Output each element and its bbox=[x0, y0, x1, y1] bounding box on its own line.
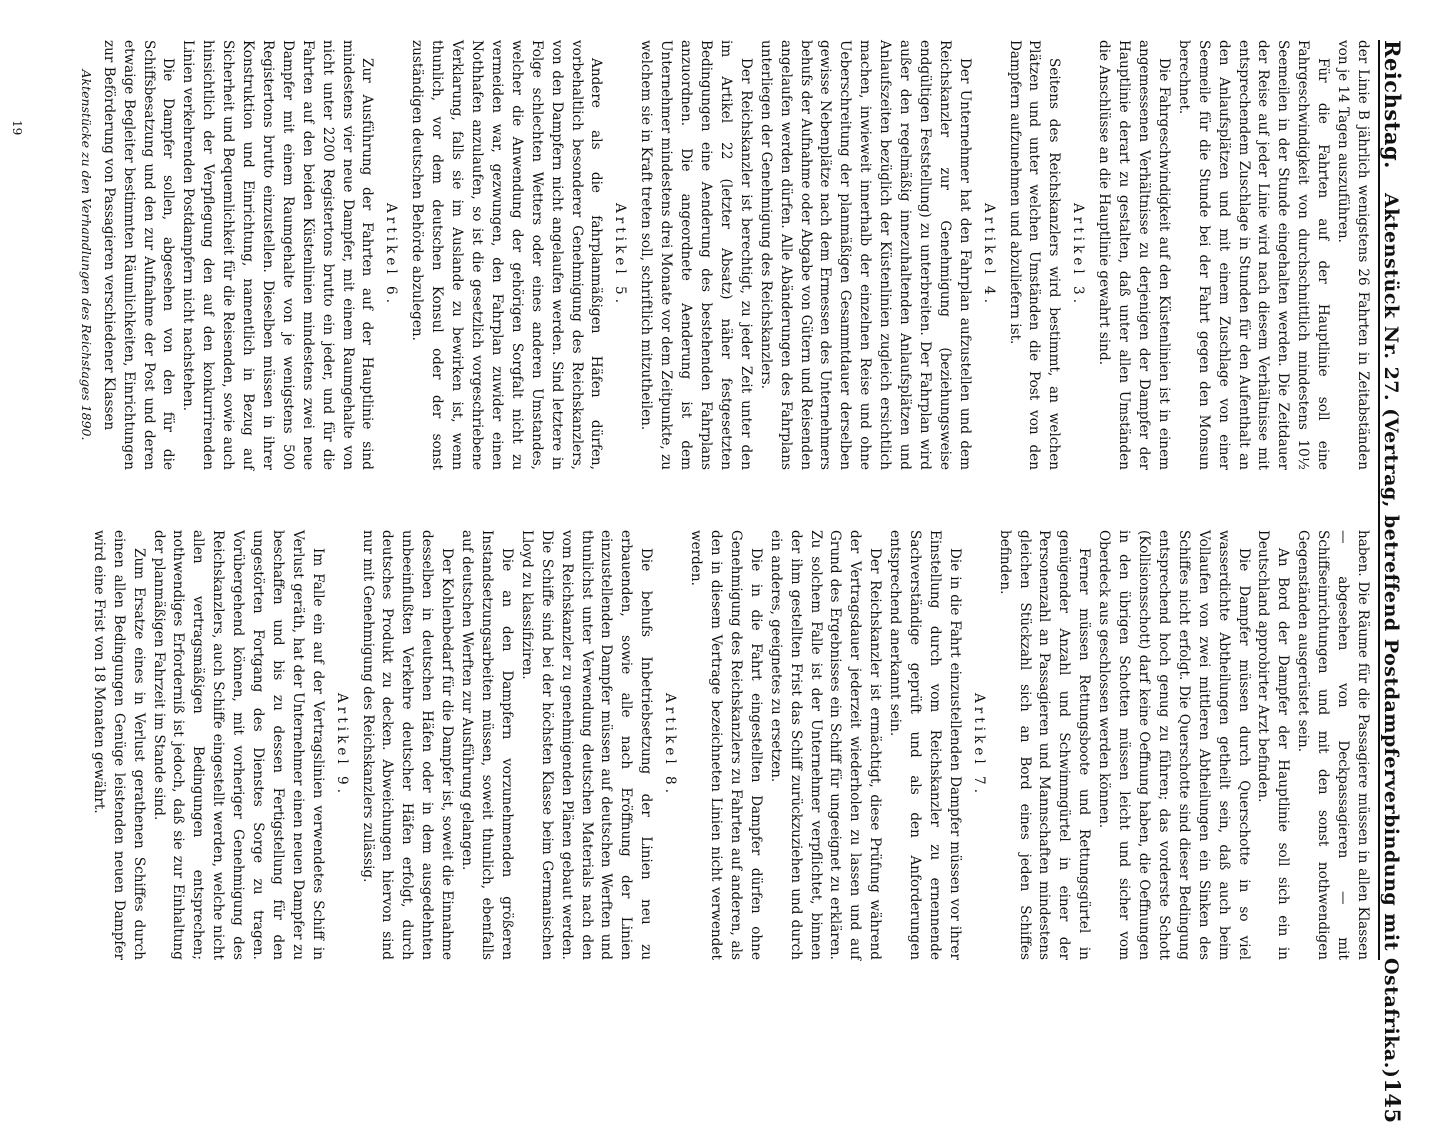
article-heading: Artikel 4. bbox=[980, 202, 997, 308]
article-heading: Artikel 5. bbox=[612, 202, 629, 308]
paragraph: Ferner müssen Rettungsboote und Rettungsgürtel in genügender Anzahl und Schwimmgürtel in einer der Personenzahl an Passagieren und Mannschaften mindestens gleichen Stückzahl sich an Bord eines jeden Schiffes befinden. bbox=[996, 530, 1093, 960]
signature-line: Aktenstücke zu den Verhandlungen des Reichstages 1890. bbox=[78, 69, 94, 441]
paragraph: Die in die Fahrt eingestellten Dampfer dürfen ohne Genehmigung des Reichskanzlers zu Fahrten auf anderen, als den in diesem Vertrage bezeichneten Linien nicht verwendet werden. bbox=[688, 530, 764, 960]
paragraph: Die Dampfer sollen, abgesehen von den für die Schiffsbesatzung und den zur Aufnahme der Post und deren etwaige Begleiter bestimmten Räumlichkeiten, Einrichtungen zur Beförderung von Passagieren verschiedener Klassen bbox=[100, 40, 177, 470]
paragraph: Andere als die fahrplanmäßigen Häfen dürfen, vorbehaltlich besonderer Genehmigung des Reichskanzlers, von den Dampfern nicht angelaufen werden. Sind letztere in Folge schlechten Wetters oder eines anderen Umstandes, welcher die Anwendung der gehörigen Sorgfalt nicht zu vermeiden war, gezwungen, den Fahrplan zuwider einen Nothhafen anzulaufen, so ist die gesetzlich vorgeschriebene Verklarung, falls sie im Auslande zu bewirken ist, wenn thunlich, vor dem deutschen Konsul oder der sonst zuständigen deutschen Behörde abzulegen. bbox=[409, 40, 605, 470]
paragraph: Die an den Dampfern vorzunehmenden größeren Instandsetzungsarbeiten müssen, soweit thunlich, ebenfalls auf deutschen Werften zur Ausführung gelangen. bbox=[459, 530, 515, 960]
article-heading: Artikel 8. bbox=[662, 692, 679, 798]
page-number: 145 bbox=[1380, 1078, 1405, 1124]
paragraph: Im Falle ein auf der Vertragslinien verwendetes Schiff in Verlust geräth, hat der Unternehmer einen neuen Dampfer zu beschaffen und bis zu dessen Fertigstellung für den ungestörten Fortgang des Dienstes Sorge zu tragen. Vorübergehend können, mit vorheriger Genehmigung des Reichskanzlers, auch Schiffe eingestellt werden, welche nicht allen vertragsmäßigen Bedingungen entsprechen; nothwendiges Erforderniß ist jedoch, daß sie zur Einhaltung der planmäßigen Fahrzeit im Stande sind. bbox=[150, 530, 326, 960]
left-column bbox=[40, 40, 1372, 470]
paragraph: Der Kohlenbedarf für die Dampfer ist, soweit die Einnahme desselben in deutschen Häfen oder in dem ausgedehnten unbeeinflußten Verkehre deutscher Häfen erfolgt, durch deutsches Produkt zu decken. Abweichungen hiervon sind nur mit Genehmigung des Reichskanzlers zulässig. bbox=[359, 530, 456, 960]
paragraph: Die Fahrgeschwindigkeit auf den Küstenlinien ist in einem angemessenen Verhältnisse zu derjenigen der Dampfer der Hauptlinie derart zu gestalten, daß unter allen Umständen die Anschlüsse an die Hauptlinie gewahrt sind. bbox=[1096, 40, 1172, 470]
paragraph: Der Reichskanzler ist berechtigt, zu jeder Zeit unter den im Artikel 22 (letzter Absatz) näher festgesetzten Bedingungen eine Aenderung des bestehenden Fahrplans anzuordnen. Die angeordnete Aenderung ist dem Unternehmer mindestens drei Monate vor dem Zeitpunkte, zu welchem sie in Kraft treten soll, schriftlich mitzutheilen. bbox=[638, 40, 754, 470]
paragraph: Der Unternehmer hat den Fahrplan aufzustellen und dem Reichskanzler zur Genehmigung (beziehungsweise endgültigen Feststellung) zu unterbreiten. Der Fahrplan wird außer den regelmäßig innezuhaltenden Anlaufsplätzen und Anlaufszeiten bezüglich der Küstenlinien zugleich ersichtlich machen, inwieweit innerhalb der einzelnen Reise und ohne Ueberschreitung der planmäßigen Gesammtdauer derselben gewisse Nebenplätze nach dem Ermessen des Unternehmers behufs der Aufnahme oder Abgabe von Gütern und Reisenden angelaufen werden dürfen. Alle Abänderungen des Fahrplans unterliegen der Genehmigung des Reichskanzlers. bbox=[757, 40, 973, 470]
article-heading: Artikel 6. bbox=[383, 202, 400, 308]
paragraph: Die in die Fahrt einzustellenden Dampfer müssen vor ihrer Einstellung durch vom Reichskanzler zu ernennende Sachverständige geprüft und als den Anforderungen entsprechend anerkannt sein. bbox=[887, 530, 963, 960]
article-heading: Artikel 9. bbox=[333, 692, 350, 798]
paragraph: der Linie B jährlich wenigstens 26 Fahrten in Zeitabständen von je 14 Tagen auszuführen. bbox=[1335, 40, 1371, 470]
paragraph: haben. Die Räume für die Passagiere müssen in allen Klassen — abgesehen von Deckpassagieren — mit Schiffseinrichtungen und mit den sonst nothwendigen Gegenständen ausgerüstet sein. bbox=[1295, 530, 1371, 960]
header-reichstag: Reichstag. bbox=[1380, 40, 1405, 169]
paragraph: Für die Fahrten auf der Hauptlinie soll eine Fahrgeschwindigkeit von durchschnittlich mindestens 10½ Seemeilen in der Stunde eingehalten werden. Die Zeitdauer der Reise auf jeder Linie wird nach diesem Verhältnisse mit entsprechendem Zuschlage in Stunden für den Aufenthalt an den Anlaufsplätzen und mit einem Zuschlage von einer Seemeile für die Stunde bei der Fahrt gegen den Monsun berechnet. bbox=[1175, 40, 1332, 470]
paragraph: An Bord der Dampfer der Hauptlinie soll sich ein in Deutschland approbirter Arzt befinden. bbox=[1255, 530, 1292, 960]
paragraph: Zur Ausführung der Fahrten auf der Hauptlinie sind mindestens vier neue Dampfer, mit einem Raumgehalte von nicht unter 2200 Registertons brutto ein jeder, und für die Fahrten auf den beiden Küstenlinien mindestens zwei neue Dampfer mit einem Raumgehalte von je wenigstens 500 Registertons brutto einzustellen. Dieselben müssen in ihrer Konstruktion und Einrichtung, namentlich in Bezug auf Sicherheit und Bequemlichkeit für die Reisenden, sowie auch hinsichtlich der Verpflegung den auf den konkurrirenden Linien verkehrenden Postdampfern nicht nachstehen. bbox=[180, 40, 376, 470]
paragraph: Der Reichskanzler ist ermächtigt, diese Prüfung während der Vertragsdauer jederzeit wiederholen zu lassen und auf Grund des Ergebnisses ein Schiff für ungeeignet zu erklären. Zu solchem Falle ist der Unternehmer verpflichtet, binnen der ihm gestellten Frist das Schiff zurückzuziehen und durch ein anderes, geeignetes zu ersetzen. bbox=[767, 530, 884, 960]
paragraph: Die Dampfer müssen durch Querschotte in so viel wasserdichte Abtheilungen getheilt sein, daß auch beim Vollaufen von zwei mittleren Abtheilungen ein Sinken des Schiffes nicht erfolgt. Die Querschotte sind dieser Bedingung entsprechend hoch genug zu führen; das vorderste Schott (Kollisionsschott) darf keine Oeffnung haben, die Oeffnungen in den übrigen Schotten müssen leicht und sicher vom Oberdeck aus geschlossen werden können. bbox=[1096, 530, 1252, 960]
page-marker: 19 bbox=[10, 120, 24, 136]
header-title: Aktenstück Nr. 27. (Vertrag, betreffend Postdampferverbindung mit Ostafrika.) bbox=[1380, 192, 1402, 1079]
article-heading: Artikel 3. bbox=[1070, 202, 1087, 308]
article-heading: Artikel 7. bbox=[970, 692, 987, 798]
right-column bbox=[40, 530, 1372, 960]
paragraph: Die behufs Inbetriebsetzung der Linien neu zu erbauenden, sowie alle nach Eröffnung der Linien einzustellenden Dampfer müssen auf deutschen Werften und thunlichst unter Verwendung deutschen Materials nach den vom Reichskanzler zu genehmigenden Plänen gebaut werden. Die Schiffe sind bei der höchsten Klasse beim Germanischen Lloyd zu klassifiziren. bbox=[518, 530, 655, 960]
paragraph: Zum Ersatze eines in Verlust gerathenen Schiffes durch einen allen Bedingungen Genüge leistenden neuen Dampfer wird eine Frist von 18 Monaten gewährt. bbox=[90, 530, 147, 960]
page-header bbox=[1378, 40, 1420, 1124]
paragraph: Seitens des Reichskanzlers wird bestimmt, an welchen Plätzen und unter welchen Umständen die Post von den Dampfern aufzunehmen und abzuliefern ist. bbox=[1006, 40, 1063, 470]
